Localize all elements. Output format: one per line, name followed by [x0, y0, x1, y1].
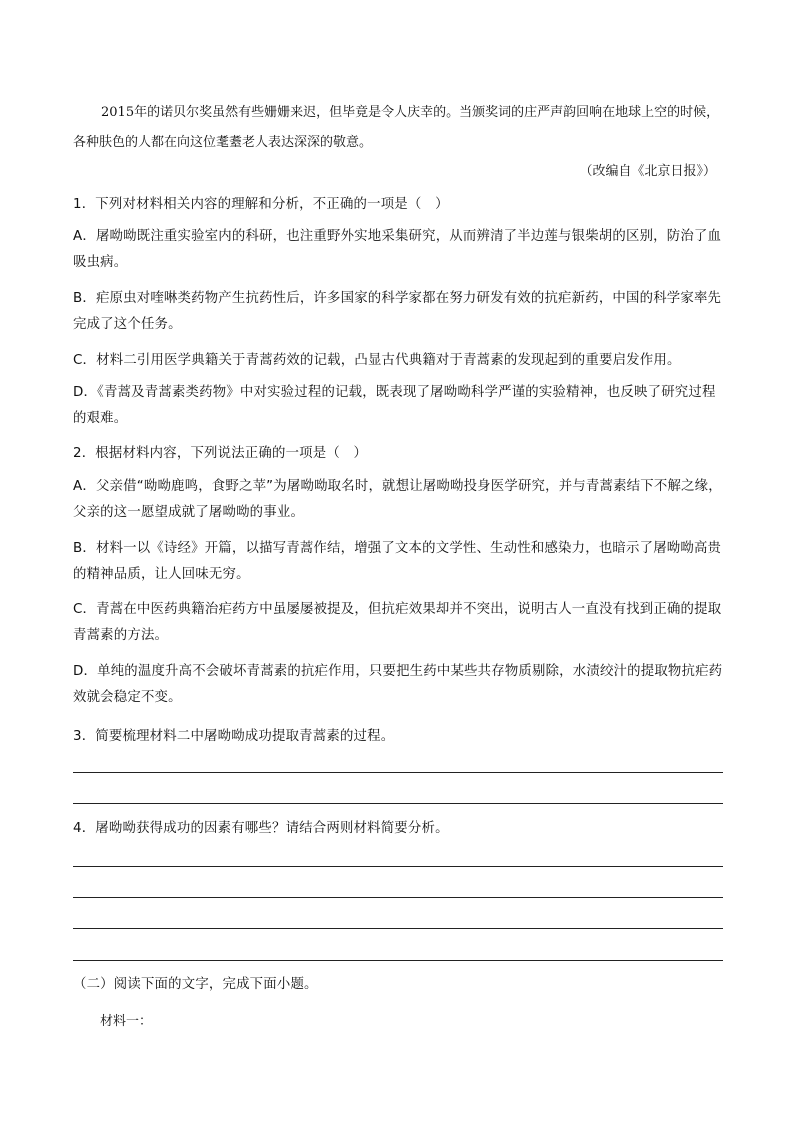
question-2-stem: 2．根据材料内容，下列说法正确的一项是（ ）: [73, 446, 368, 461]
answer-line[interactable]: [73, 897, 723, 898]
question-2-option-c: C．青蒿在中医药典籍治疟药方中虽屡屡被提及，但抗疟效果却并不突出，说明古人一直没有找到正确的提取青蒿素的方法。: [73, 602, 722, 643]
question-2-option-d: D．单纯的温度升高不会破坏青蒿素的抗疟作用，只要把生药中某些共存物质剔除，水渍绞汁的提取物抗疟药效就会稳定不变。: [73, 664, 723, 705]
answer-line[interactable]: [73, 866, 723, 867]
material-label: 材料一：: [100, 1014, 153, 1029]
question-1-option-b: B．疟原虫对喹啉类药物产生抗药性后，许多国家的科学家都在努力研发有效的抗疟新药，中国的科学家率先完成了这个任务。: [73, 291, 722, 332]
section-heading: （二）阅读下面的文字，完成下面小题。: [73, 977, 318, 992]
source-citation: （改编自《北京日报》）: [579, 164, 716, 179]
answer-line[interactable]: [73, 803, 723, 804]
question-2-option-a: A．父亲借“呦呦鹿鸣，食野之苹”为屠呦呦取名时，就想让屠呦呦投身医学研究，并与青蒿素结下不解之缘，父亲的这一愿望成就了屠呦呦的事业。: [73, 479, 722, 520]
question-4-stem: 4．屠呦呦获得成功的因素有哪些？请结合两则材料简要分析。: [73, 821, 449, 836]
question-3-stem: 3．简要梳理材料二中屠呦呦成功提取青蒿素的过程。: [73, 729, 395, 744]
question-1-option-d: D．《青蒿及青蒿素类药物》中对实验过程的记载，既表现了屠呦呦科学严谨的实验精神，也反映了研究过程的艰难。: [73, 385, 716, 426]
intro-paragraph: 2015年的诺贝尔奖虽然有些姗姗来迟，但毕竟是令人庆幸的。当颁奖词的庄严声韵回响在地球上空的时候，各种肤色的人都在向这位耄耋老人表达深深的敬意。: [73, 105, 720, 150]
answer-line[interactable]: [73, 928, 723, 929]
answer-line[interactable]: [73, 960, 723, 961]
question-1-option-c: C．材料二引用医学典籍关于青蒿药效的记载，凸显古代典籍对于青蒿素的发现起到的重要启发作用。: [73, 353, 681, 368]
answer-line[interactable]: [73, 772, 723, 773]
question-1-stem: 1．下列对材料相关内容的理解和分析，不正确的一项是（ ）: [73, 197, 449, 212]
question-2-option-b: B．材料一以《诗经》开篇，以描写青蒿作结，增强了文本的文学性、生动性和感染力，也暗示了屠呦呦高贵的精神品质，让人回味无穷。: [73, 541, 722, 582]
question-1-option-a: A．屠呦呦既注重实验室内的科研，也注重野外实地采集研究，从而辨清了半边莲与银柴胡的区别，防治了血吸虫病。: [73, 229, 722, 270]
